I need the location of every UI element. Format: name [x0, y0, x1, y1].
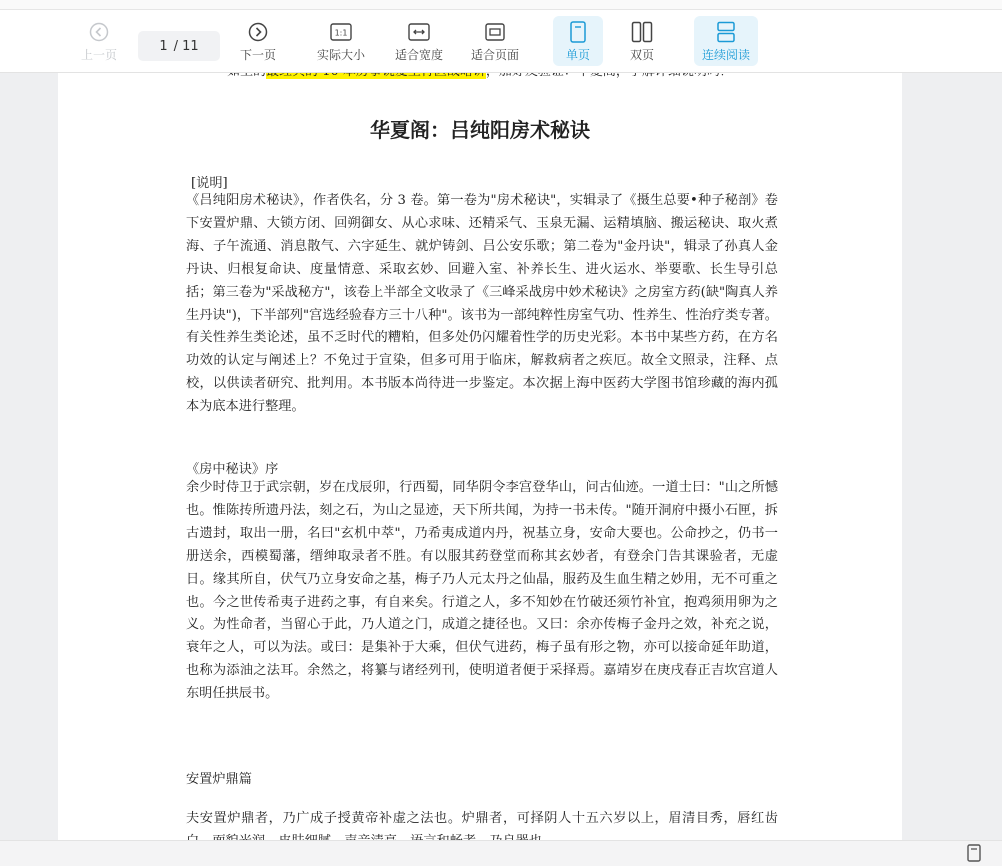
section-heading-preface: 《房中秘诀》序 — [186, 462, 279, 477]
total-page-number: 11 — [182, 38, 199, 54]
document-title: 华夏阁：吕纯阳房术秘诀 — [370, 118, 590, 142]
continuous-reading-label: 连续阅读 — [701, 48, 750, 62]
page-view-icon[interactable] — [966, 844, 984, 862]
section-heading-furnace: 安置炉鼎篇 — [186, 772, 252, 787]
page-indicator[interactable] — [138, 31, 220, 61]
status-bar — [0, 840, 1002, 866]
section-heading-description: [说明] — [191, 176, 228, 191]
single-page-label: 单页 — [565, 48, 590, 62]
window-top-strip — [0, 0, 1002, 10]
page-separator: / — [173, 38, 179, 54]
prev-page-label: 上一页 — [80, 48, 117, 62]
next-page-button[interactable] — [232, 16, 284, 66]
fit-page-label: 适合页面 — [470, 48, 519, 62]
fit-page-button[interactable] — [464, 16, 526, 66]
preface-paragraph: 余少时侍卫于武宗朝，岁在戊辰卯，行西蜀，同华阴令李宫登华山，问古仙迹。一道士曰："山之所憾也。惟陈抟所遗丹法，刻之石，为山之显迹，天下所共闻，为持一书未传。"随开洞府中摄小石匣，拆古遗封，取出一册，名曰"玄机中萃"，乃希夷成道内丹，祝基立身，安命大要也。公命抄之，仍书一册送余，西模蜀藩，缙绅取录者不胜。有以服其药登堂而称其玄妙者，有登余门告其课验者，无虚日。缘其所自，伏气乃立身安命之基，梅子乃人元太丹之仙晶，服药及生血生精之妙用，无不可重之也。今之世传希夷子进药之事，有自来矣。行道之人，多不知妙在竹破还须竹补宜，抱鸡须用卵为之义。为性命者，当留心于此，乃人道之门，成道之捷径也。又曰：余亦传梅子金丹之效，补充之说，衰年之人，可以为法。或曰：是集补于大乘，但伏气进药，梅子虽有形之物，亦可以接命延年助道，也称为添油之法耳。余然之，将纂与诸经列刊，使明道者便于采择焉。嘉靖岁在庚戌春正吉坎宫道人东明任拱辰书。 — [186, 480, 778, 702]
viewer-toolbar — [0, 10, 1002, 73]
fit-width-button[interactable] — [388, 16, 450, 66]
chevron-left-circle-icon — [88, 21, 110, 43]
prev-page-button[interactable] — [74, 16, 124, 66]
description-paragraph: 《吕纯阳房术秘诀》，作者佚名，分 3 卷。第一卷为"房术秘诀"，实辑录了《摄生总要•种子秘剖》卷下安置炉鼎、大锁方闭、回朔御女、从心求味、还精采气、玉泉无漏、运精填脑、搬运秘诀、取火煮海、子午流通、消息散气、六字延生、就炉铸剑、吕公安乐歌；第二卷为"金丹诀"，辑录了孙真人金丹诀、归根复命诀、度量情意、采取玄妙、回避入室、补养长生、进火运水、举要歌、长生导引总括；第三卷为"采战秘方"，该卷上半部全文收录了《三峰采战房中妙术秘诀》之房室方药(缺"陶真人养生丹诀")，下半部列"宫选经验春方三十八种"。该书为一部纯粹性房室气功、性养生、性治疗类专著。有关性养生类论述，虽不乏时代的糟粕，但多处仍闪耀着性学的历史光彩。本书中某些方药，在方名功效的认定与阐述上？不免过于宣染，但多可用于临床，解救病者之疾厄。故全文照录，注释、点校，以供读者研究、批判用。本书版本尚待进一步鉴定。本次据上海中医药大学图书馆珍藏的海内孤本为底本进行整理。 — [186, 193, 778, 415]
continuous-reading-icon — [715, 21, 737, 43]
furnace-paragraph: 夫安置炉鼎者，乃广成子授黄帝补虚之法也。炉鼎者，可择阴人十五六岁以上，眉清目秀，唇红齿 — [186, 811, 778, 826]
double-page-icon — [631, 21, 653, 43]
next-page-label: 下一页 — [239, 48, 276, 62]
single-page-icon — [567, 21, 589, 43]
actual-size-label: 实际大小 — [316, 48, 365, 62]
document-page — [58, 40, 902, 840]
double-page-label: 双页 — [629, 48, 654, 62]
fit-width-icon — [408, 21, 430, 43]
current-page-number[interactable]: 1 — [159, 38, 168, 54]
single-page-button[interactable] — [553, 16, 603, 66]
actual-size-button[interactable] — [310, 16, 372, 66]
chevron-right-circle-icon — [247, 21, 269, 43]
double-page-button[interactable] — [617, 16, 667, 66]
actual-size-icon-text: 1:1 — [334, 28, 348, 38]
fit-width-label: 适合宽度 — [394, 48, 443, 62]
fit-page-icon — [484, 21, 506, 43]
continuous-reading-button[interactable] — [694, 16, 758, 66]
actual-size-icon — [330, 21, 352, 43]
